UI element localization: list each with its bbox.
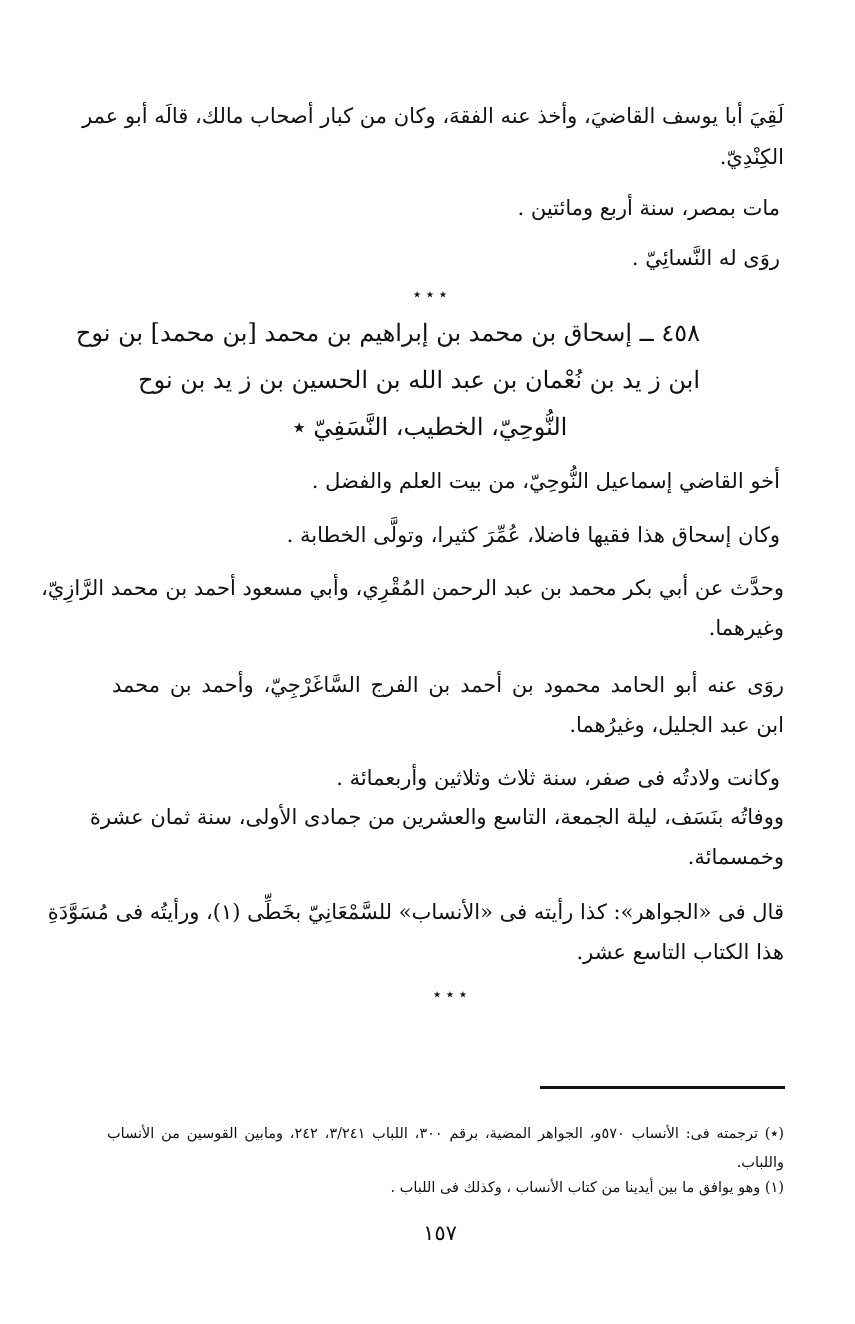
body-paragraph: وكان إسحاق هذا فقيها فاضلا، عُمِّرَ كثيرا، وتولَّى الخطابة .: [286, 523, 780, 547]
body-line: ووفاتُه بنَسَف، ليلة الجمعة، التاسع والعشرين من جمادى الأولى، سنة ثمان عشرة: [89, 805, 784, 829]
body-line: هذا الكتاب التاسع عشر.: [576, 940, 784, 964]
entry-heading-line: النُّوحِيّ، الخطيب، النَّسَفِيّ ٭: [292, 413, 568, 441]
body-paragraph: مات بمصر، سنة أربع ومائتين .: [517, 196, 780, 220]
body-line: الكِنْدِيّ.: [719, 145, 784, 169]
body-paragraph: أخو القاضي إسماعيل النُّوحِيّ، من بيت العلم والفضل .: [311, 469, 780, 493]
entry-heading-line: ابن ز يد بن نُعْمان بن عبد الله بن الحسين بن ز يد بن نوح: [138, 366, 700, 394]
body-line: قال فى «الجواهر»: كذا رأيته فى «الأنساب» للسَّمْعَانِيّ بخَطِّى (١)، ورأيتُه فى مُسَوَّدَةِ: [47, 900, 784, 924]
body-line: لَقِيَ أبا يوسف القاضيَ، وأخذ عنه الفقهَ، وكان من كبار أصحاب مالك، قالَه أبو عمر: [82, 104, 784, 128]
body-line: وغيرهما.: [708, 616, 784, 640]
footnote-line: (٭) ترجمته فى: الأنساب ٥٧٠و، الجواهر المضية، برقم ٣٠٠، اللباب ٣/٢٤١، ٢٤٢، ومابين القوسين من الأنساب: [107, 1126, 784, 1142]
section-separator: ٭ ٭ ٭: [432, 985, 468, 1003]
footnote-line: واللباب.: [736, 1155, 784, 1171]
body-line: وحدَّث عن أبي بكر محمد بن عبد الرحمن المُقْرِي، وأبي مسعود أحمد بن محمد الرَّازِيّ،: [41, 576, 784, 600]
footnote-rule: [540, 1086, 785, 1089]
section-separator: ٭ ٭ ٭: [412, 285, 448, 303]
body-line: وخمسمائة.: [687, 845, 784, 869]
entry-heading-line: ٤٥٨ ــ إسحاق بن محمد بن إبراهيم بن محمد [بن محمد] بن نوح: [75, 319, 700, 347]
body-paragraph: وكانت ولادتُه فى صفر، سنة ثلاث وثلاثين وأربعمائة .: [336, 766, 780, 790]
footnote-line: (١) وهو يوافق ما بين أيدينا من كتاب الأنساب ، وكذلك فى اللباب .: [390, 1180, 784, 1196]
body-line: ابن عبد الجليل، وغيرُهما.: [569, 713, 784, 737]
body-paragraph: روَى له النَّسائِيّ .: [631, 246, 780, 270]
body-line: روَى عنه أبو الحامد محمود بن أحمد بن الفرج السَّاغَرْجِيّ، وأحمد بن محمد: [112, 673, 784, 697]
page-number: ١٥٧: [423, 1221, 457, 1245]
